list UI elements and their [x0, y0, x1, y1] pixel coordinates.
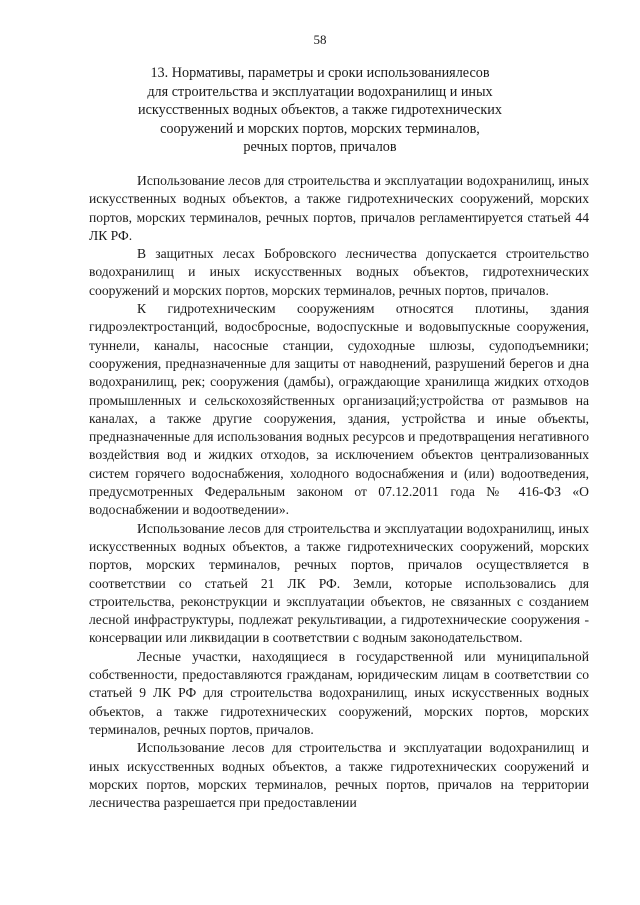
- paragraph: Лесные участки, находящиеся в государственной или муниципальной собственности, предоставляются гражданам, юридическим лицам в соответствии со статьей 9 ЛК РФ для строительства водохранилищ, иных искусственных водных объектов, а также гидротехнических сооружений, морских портов, морских терминалов, речных портов, причалов.: [89, 648, 589, 737]
- paragraph: В защитных лесах Бобровского лесничества допускается строительство водохранилищ и иных искусственных водных объектов, гидротехнических сооружений и морских портов, морских терминалов, речных портов, причалов.: [89, 246, 589, 298]
- page-number: 58: [313, 32, 327, 47]
- section-title-line: сооружений и морских портов, морских терминалов,: [160, 120, 480, 137]
- section-title-line: 13. Нормативы, параметры и сроки использованиялесов: [150, 65, 490, 81]
- body-text: [89, 172, 589, 812]
- paragraph: Использование лесов для строительства и эксплуатации водохранилищ, иных искусственных водных объектов, а также гидротехнических сооружений, морских портов, морских терминалов, речных портов, причалов осуществляется в соответствии со статьей 21 ЛК РФ. Земли, которые использовались для строительства, реконструкции и эксплуатации объектов, не связанных с созданием лесной инфраструктуры, подлежат рекультивации, а гидротехнические сооружения - консервации или ликвидации в соответствии с водным законодательством.: [89, 520, 589, 646]
- section-title-line: искусственных водных объектов, а также гидротехнических: [138, 102, 502, 118]
- paragraph: Использование лесов для строительства и эксплуатации водохранилищ, иных искусственных водных объектов, а также гидротехнических сооружений, морских портов, морских терминалов, речных портов, причалов регламентируется статьей 44 ЛК РФ.: [89, 173, 589, 243]
- paragraph: Использование лесов для строительства и эксплуатации водохранилищ и иных искусственных водных объектов, а также гидротехнических сооружений и морских портов, морских терминалов, речных портов, причалов на территории лесничества разрешается при предоставлении: [89, 740, 589, 811]
- paragraph: К гидротехническим сооружениям относятся плотины, здания гидроэлектростанций, водосбросные, водоспускные и водовыпускные сооружения, туннели, каналы, насосные станции, судоходные шлюзы, судоподъемники; сооружения, предназначенные для защиты от наводнений, разрушений берегов и дна водохранилищ, рек; сооружения (дамбы), ограждающие хранилища жидких отходов промышленных и сельскохозяйственных организаций;устройства от размывов на каналах, а также другие сооружения, здания, устройства и иные объекты, предназначенные для использования водных ресурсов и предотвращения негативного воздействия вод и жидких отходов, за исключением объектов централизованных систем горячего водоснабжения, холодного водоснабжения и (или) водоотведения, предусмотренных Федеральным законом от 07.12.2011 года № 416-ФЗ «О водоснабжении и водоотведении».: [89, 301, 589, 518]
- section-title-line: речных портов, причалов: [243, 139, 397, 155]
- section-title-line: для строительства и эксплуатации водохранилищ и иных: [147, 83, 493, 100]
- section-title: [130, 64, 510, 157]
